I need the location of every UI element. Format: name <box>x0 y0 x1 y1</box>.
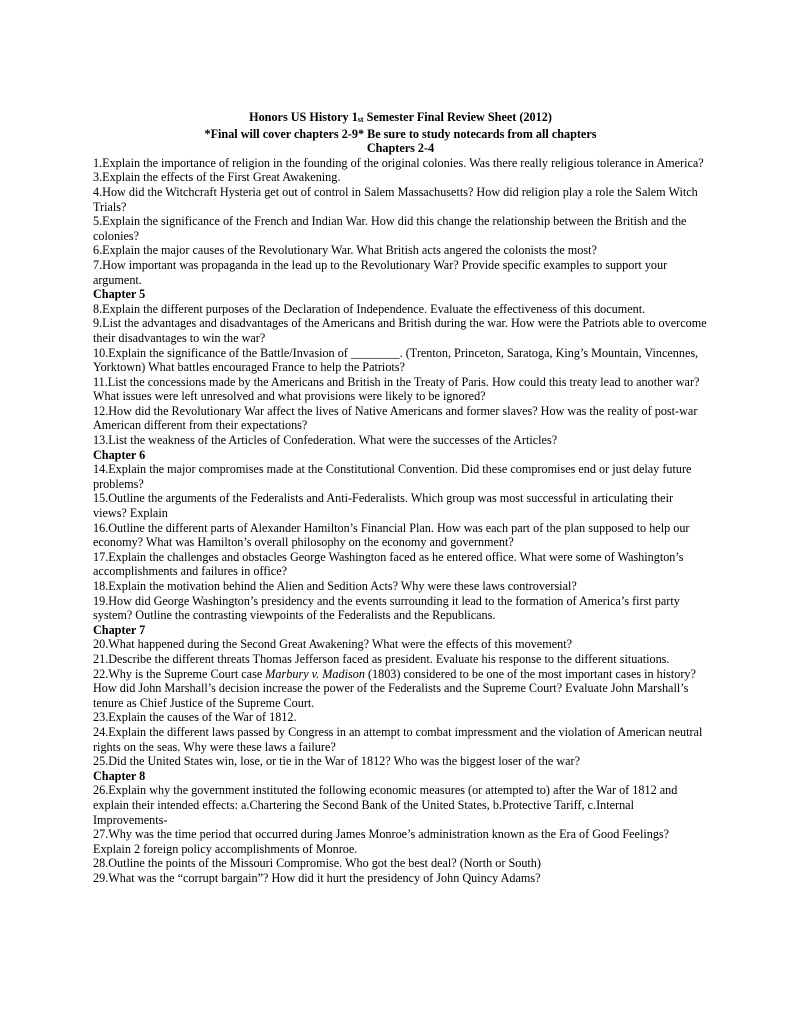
review-question: 7.How important was propaganda in the lead up to the Revolutionary War? Provide specific examples to support your argument. <box>93 257 668 287</box>
chapter-heading: Chapter 5 <box>93 287 146 302</box>
question-text: (1803) considered to be one of the most important cases in history? How did John Marshall’s decision increase the power of the Federalists and the Supreme Court? Evaluate John Marshall’s tenure as Chief Justice of the Supreme Court. <box>93 666 696 710</box>
document-title <box>93 110 708 127</box>
chapter-heading: Chapter 8 <box>93 768 146 783</box>
case-name: Marbury v. Madison <box>265 666 365 681</box>
review-question: 23.Explain the causes of the War of 1812. <box>93 710 297 725</box>
review-question: 26.Explain why the government instituted the following economic measures (or attempted to) after the War of 1812 and explain their intended effects: a.Chartering the Second Bank of the United States, b.Protective Tariff, c.Internal Improvements- <box>93 783 678 827</box>
question-text: 22.Why is the Supreme Court case <box>93 666 266 681</box>
review-question: 6.Explain the major causes of the Revolutionary War. What British acts angered the colonists the most? <box>93 243 597 258</box>
review-question: 10.Explain the significance of the Battle/Invasion of ________. (Trenton, Princeton, Saratoga, King’s Mountain, Vincennes, Yorktown) What battles encouraged France to help the Patriots? <box>93 345 699 375</box>
sections-container <box>93 141 708 885</box>
review-question: 24.Explain the different laws passed by Congress in an attempt to combat impressment and the violation of American neutral rights on the seas. Why were these laws a failure? <box>93 724 703 754</box>
chapter-heading: Chapter 6 <box>93 447 146 462</box>
review-question: 8.Explain the different purposes of the Declaration of Independence. Evaluate the effectiveness of this document. <box>93 301 646 316</box>
title-superscript: st <box>357 115 364 124</box>
review-question: 13.List the weakness of the Articles of Confederation. What were the successes of the Articles? <box>93 433 558 448</box>
review-question: 11.List the concessions made by the Americans and British in the Treaty of Paris. How could this treaty lead to another war? What issues were left unresolved and what provisions were likely to be ignored? <box>93 374 700 404</box>
review-question: 25.Did the United States win, lose, or tie in the War of 1812? Who was the biggest loser of the war? <box>93 754 580 769</box>
review-question: 27.Why was the time period that occurred during James Monroe’s administration known as the Era of Good Feelings? Explain 2 foreign policy accomplishments of Monroe. <box>93 827 670 856</box>
review-question: 14.Explain the major compromises made at the Constitutional Convention. Did these compromises end or just delay future problems? <box>93 462 692 491</box>
review-question: 29.What was the “corrupt bargain”? How did it hurt the presidency of John Quincy Adams? <box>93 870 541 885</box>
title-suffix: Semester Final Review Sheet (2012) <box>363 110 552 124</box>
review-question: 3.Explain the effects of the First Great Awakening. <box>93 170 341 185</box>
review-question: 9.List the advantages and disadvantages of the Americans and British during the war. How were the Patriots able to overcome their disadvantages to win the war? <box>93 316 707 345</box>
document-subtitle: *Final will cover chapters 2-9* Be sure to study notecards from all chapters <box>204 126 597 141</box>
review-question: 17.Explain the challenges and obstacles George Washington faced as he entered office. What were some of Washington’s accomplishments and failures in office? <box>93 549 684 579</box>
review-question: 19.How did George Washington’s presidency and the events surrounding it lead to the formation of America’s first party system? Outline the contrasting viewpoints of the Federalists and the Republicans. <box>93 593 680 623</box>
review-question: 15.Outline the arguments of the Federalists and Anti-Federalists. Which group was most successful in articulating their views? Explain <box>93 491 674 521</box>
document-header <box>93 110 708 141</box>
review-question: 12.How did the Revolutionary War affect the lives of Native Americans and former slaves? How was the reality of post-war American different from their expectations? <box>93 403 698 433</box>
review-question: 20.What happened during the Second Great Awakening? What were the effects of this movement? <box>93 637 572 652</box>
chapter-heading: Chapter 7 <box>93 622 146 637</box>
review-question <box>93 667 708 711</box>
review-question: 5.Explain the significance of the French and Indian War. How did this change the relationship between the British and the colonies? <box>93 214 687 243</box>
review-sheet <box>93 110 708 885</box>
review-question: 18.Explain the motivation behind the Alien and Sedition Acts? Why were these laws controversial? <box>93 579 577 593</box>
review-question: 16.Outline the different parts of Alexander Hamilton’s Financial Plan. How was each part of the plan supposed to help our economy? What was Hamilton’s overall philosophy on the economy and government? <box>93 520 690 550</box>
review-question: 21.Describe the different threats Thomas Jefferson faced as president. Evaluate his response to the different situations. <box>93 651 670 666</box>
review-question: 28.Outline the points of the Missouri Compromise. Who got the best deal? (North or South) <box>93 856 541 871</box>
chapter-heading: Chapters 2-4 <box>366 141 435 156</box>
title-prefix: Honors US History 1 <box>249 110 358 124</box>
review-question: 4.How did the Witchcraft Hysteria get out of control in Salem Massachusetts? How did religion play a role the Salem Witch Trials? <box>93 184 698 214</box>
review-question: 1.Explain the importance of religion in the founding of the original colonies. Was there really religious tolerance in America? <box>93 155 704 170</box>
